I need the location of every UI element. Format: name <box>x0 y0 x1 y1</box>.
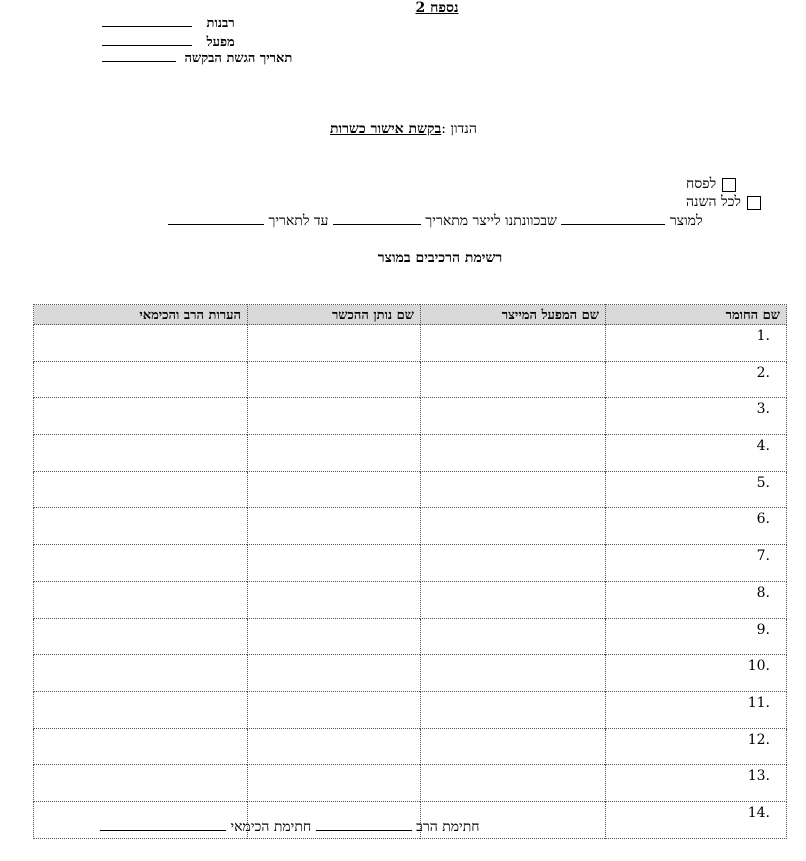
table-row <box>34 728 787 765</box>
notes-cell[interactable] <box>34 398 248 435</box>
notes-cell[interactable] <box>34 728 248 765</box>
factory-label: מפעל <box>206 35 235 50</box>
from-date-field[interactable] <box>333 212 421 225</box>
intend-label: שבכוונתנו לייצר מתאריך <box>425 213 557 229</box>
until-label: עד לתאריך <box>268 213 329 229</box>
table-row <box>34 581 787 618</box>
notes-cell[interactable] <box>34 508 248 545</box>
certifier-cell[interactable] <box>248 435 421 472</box>
header-certifier: שם נותן ההכשר <box>248 305 421 325</box>
row-number: 9. <box>606 618 787 655</box>
rabbi-signature-field[interactable] <box>316 818 412 831</box>
request-date-line <box>102 49 292 66</box>
until-date-field[interactable] <box>168 212 264 225</box>
notes-cell[interactable] <box>34 765 248 802</box>
row-number: 11. <box>606 691 787 728</box>
manufacturer-cell[interactable] <box>421 361 606 398</box>
signature-line <box>100 818 480 836</box>
certifier-cell[interactable] <box>248 545 421 582</box>
manufacturer-cell[interactable] <box>421 728 606 765</box>
rabbinate-line <box>102 14 235 31</box>
product-label: למוצר <box>669 213 703 229</box>
certifier-cell[interactable] <box>248 398 421 435</box>
option-passover[interactable] <box>686 176 736 193</box>
chemist-signature-field[interactable] <box>100 818 226 831</box>
table-row <box>34 508 787 545</box>
factory-line <box>102 33 235 50</box>
rabbinate-label: רבנות <box>206 16 235 31</box>
option-all-year-label: לכל השנה <box>686 194 741 210</box>
notes-cell[interactable] <box>34 471 248 508</box>
notes-cell[interactable] <box>34 655 248 692</box>
rabbi-signature-label: חתימת הרב <box>416 819 480 835</box>
manufacturer-cell[interactable] <box>421 471 606 508</box>
certifier-cell[interactable] <box>248 508 421 545</box>
checkbox-passover[interactable] <box>722 178 736 192</box>
factory-field[interactable] <box>102 33 192 46</box>
table-row <box>34 765 787 802</box>
ingredients-table <box>33 304 787 839</box>
row-number: 12. <box>606 728 787 765</box>
header-manufacturer: שם המפעל המייצר <box>421 305 606 325</box>
subject-line <box>330 121 477 138</box>
row-number: 7. <box>606 545 787 582</box>
notes-cell[interactable] <box>34 618 248 655</box>
certifier-cell[interactable] <box>248 471 421 508</box>
request-date-label: תאריך הגשת הבקשה <box>184 51 293 66</box>
certifier-cell[interactable] <box>248 361 421 398</box>
notes-cell[interactable] <box>34 691 248 728</box>
row-number: 4. <box>606 435 787 472</box>
table-row <box>34 691 787 728</box>
manufacturer-cell[interactable] <box>421 655 606 692</box>
subject-label: הנדון : <box>441 121 477 137</box>
row-number: 8. <box>606 581 787 618</box>
option-all-year[interactable] <box>686 194 761 211</box>
manufacturer-cell[interactable] <box>421 435 606 472</box>
table-row <box>34 655 787 692</box>
header-notes: הערות הרב והכימאי <box>34 305 248 325</box>
certifier-cell[interactable] <box>248 618 421 655</box>
table-row <box>34 398 787 435</box>
certifier-cell[interactable] <box>248 581 421 618</box>
product-field[interactable] <box>561 212 665 225</box>
ingredients-list-title: רשימת הרכיבים במוצר <box>377 250 503 266</box>
checkbox-all-year[interactable] <box>747 196 761 210</box>
manufacturer-cell[interactable] <box>421 581 606 618</box>
manufacturer-cell[interactable] <box>421 325 606 362</box>
chemist-signature-label: חתימת הכימאי <box>230 819 312 835</box>
certifier-cell[interactable] <box>248 765 421 802</box>
row-number: 2. <box>606 361 787 398</box>
appendix-title: נספח 2 <box>415 0 459 16</box>
manufacturer-cell[interactable] <box>421 618 606 655</box>
row-number: 3. <box>606 398 787 435</box>
header-material: שם החומר <box>606 305 787 325</box>
row-number: 10. <box>606 655 787 692</box>
row-number: 5. <box>606 471 787 508</box>
table-row <box>34 618 787 655</box>
manufacturer-cell[interactable] <box>421 398 606 435</box>
row-number: 14. <box>606 801 787 838</box>
certifier-cell[interactable] <box>248 728 421 765</box>
manufacturer-cell[interactable] <box>421 765 606 802</box>
manufacturer-cell[interactable] <box>421 545 606 582</box>
request-date-field[interactable] <box>102 49 176 62</box>
manufacturer-cell[interactable] <box>421 508 606 545</box>
table-header-row <box>34 305 787 325</box>
subject-text: בקשת אישור כשרות <box>330 121 442 137</box>
table-row <box>34 435 787 472</box>
product-line <box>168 212 703 230</box>
manufacturer-cell[interactable] <box>421 691 606 728</box>
row-number: 6. <box>606 508 787 545</box>
certifier-cell[interactable] <box>248 325 421 362</box>
notes-cell[interactable] <box>34 581 248 618</box>
row-number: 1. <box>606 325 787 362</box>
certifier-cell[interactable] <box>248 655 421 692</box>
notes-cell[interactable] <box>34 545 248 582</box>
notes-cell[interactable] <box>34 361 248 398</box>
table-row <box>34 361 787 398</box>
table-row <box>34 325 787 362</box>
option-passover-label: לפסח <box>686 176 717 192</box>
table-row <box>34 471 787 508</box>
notes-cell[interactable] <box>34 435 248 472</box>
certifier-cell[interactable] <box>248 691 421 728</box>
notes-cell[interactable] <box>34 325 248 362</box>
rabbinate-field[interactable] <box>102 14 192 27</box>
row-number: 13. <box>606 765 787 802</box>
table-row <box>34 545 787 582</box>
